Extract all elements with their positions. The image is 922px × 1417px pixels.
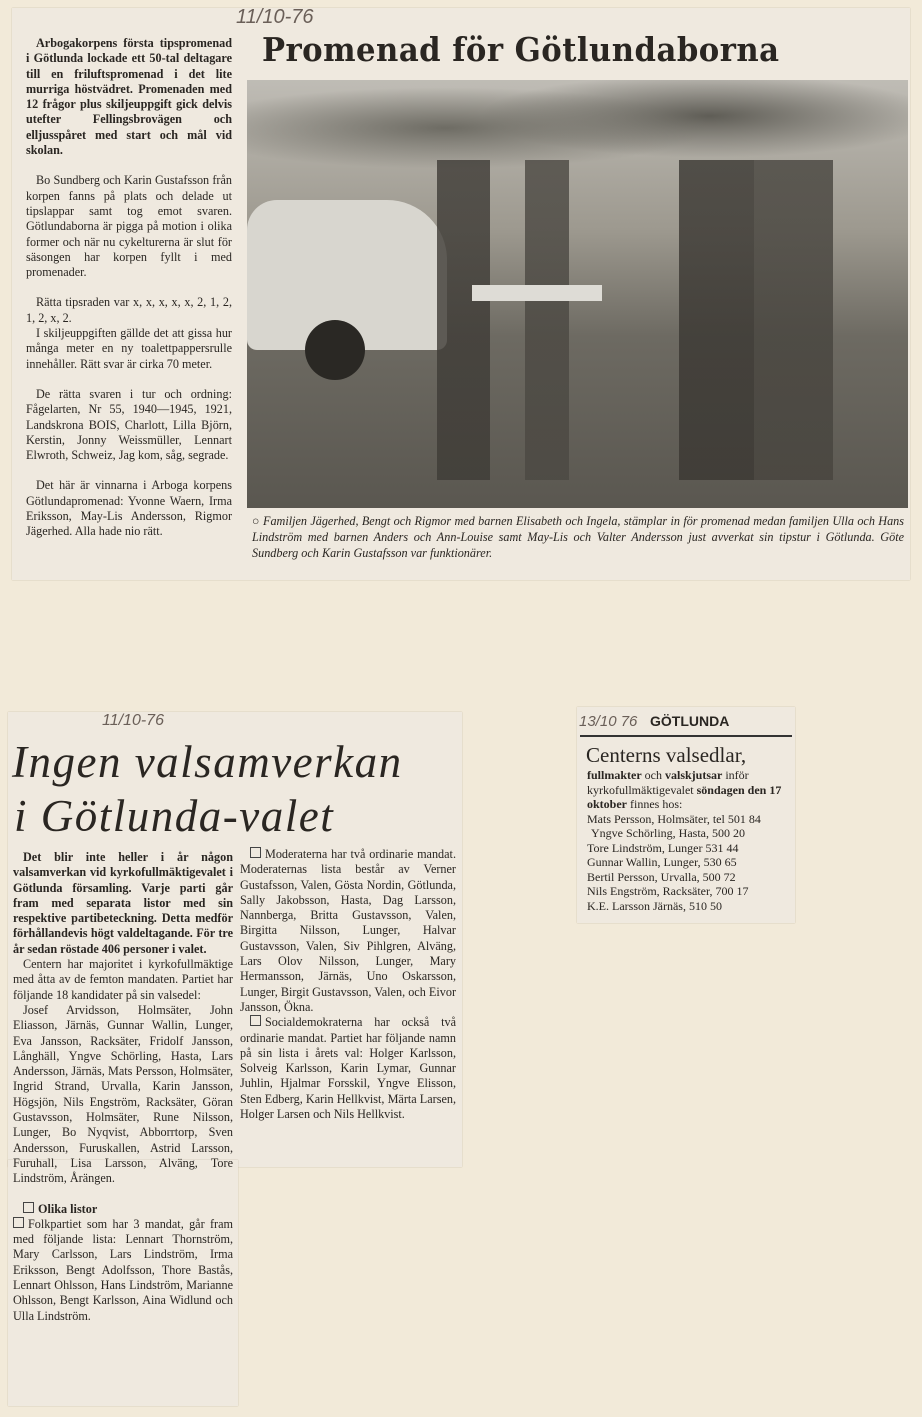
photo <box>247 80 908 508</box>
contact-item: Mats Persson, Holmsäter, tel 501 84 <box>587 811 761 826</box>
subhead <box>13 1202 233 1217</box>
paragraph: Bo Sundberg och Karin Gustafsson från korpen fanns på plats och delade ut tipslappar samt tog emot svaren. Götlundaborna är pigga på motion i olika former och när nu cykelturerna är slut för säsongen har korpen fyllt i med promenader. <box>26 173 232 280</box>
lead-paragraph: Arbogakorpens första tipspromenad i Götlunda lockade ett 50-tal deltagare till en friluftspromenad i det lite murriga höstvädret. Promenaden med 12 frågor plus skiljeuppgift gick delvis utefter Fellingsbrovägen och elljusspåret med start och mål vid skolan. <box>26 36 232 158</box>
folkpartiet-text: Folkpartiet som har 3 mandat, går fram med följande lista: Lennart Thornström, Mary Carlsson, Lars Lindström, Irma Eriksson, Bengt Adolfsson, Thore Bastås, Lennart Ohlsson, Hans Lindström, Marianne Ohlsson, Bengt Karlsson, Aina Widlund och Ulla Lindström. <box>13 1216 233 1323</box>
bold-text: söndagen den 17 oktober <box>587 782 782 811</box>
checkbox-bullet-icon <box>250 847 261 858</box>
moderaterna-text: Moderaterna har två ordinarie mandat. Moderaternas lista består av Verner Gustafsson, Valen, Gösta Nordin, Götlunda, Sally Jakobsson, Hasta, Dag Larsson, Nannberga, Britta Gustavsson, Valen, Birgitta Nilsson, Lunger, Halvar Gustavsson, Valen, Siv Pihlgren, Alväng, Lars Olov Nilsson, Lunger, Mary Hermansson, Järnäs, Uno Oskarsson, Lunger, Birgit Gustavsson, Valen, och Eivor Jansson, Ökna. <box>240 847 456 1014</box>
contact-item: Tore Lindström, Lunger 531 44 <box>587 840 739 855</box>
headline-line-1: Ingen valsamverkan <box>12 737 403 787</box>
socialdemokraterna-text: Socialdemokraterna har också två ordinarie mandat. Partiet har följande namn på sin lista i årets val: Holger Karlsson, Solveig Karlsson, Karin Lymar, Gunnar Juhlin, Hjalmar Forsskil, Yngve Elisson, Sten Edberg, Karin Hellkvist, Märta Larsen, Holger Larsen och Nils Hellkvist. <box>240 1015 456 1122</box>
checkbox-bullet-icon <box>13 1217 24 1228</box>
paragraph <box>240 847 456 1015</box>
paragraph: Centern har majoritet i kyrkofullmäktige med åtta av de femton mandaten. Partiet har följande 18 kandidater på sin valsedel: <box>13 957 233 1002</box>
checkbox-bullet-icon <box>23 1202 34 1213</box>
notice-headline: Centerns valsedlar, <box>586 743 747 767</box>
paragraph <box>13 1217 233 1324</box>
paragraph: I skiljeuppgiften gällde det att gissa hur många meter en ny toalettpappersrulle innehåller. Rätt svar är cirka 70 meter. <box>26 326 232 371</box>
handwritten-date: 11/10-76 <box>236 6 314 28</box>
photo-caption: ○ Familjen Jägerhed, Bengt och Rigmor med barnen Elisabeth och Ingela, stämplar in för promenad medan familjen Ulla och Hans Lindström med barnen Anders och Ann-Louise samt May-Lis och Valter Andersson just avverkat sin tipstur i Götlunda. Göte Sundberg och Karin Gustafsson var funktionärer. <box>252 514 904 561</box>
paragraph: De rätta svaren i tur och ordning: Fågelarten, Nr 55, 1940—1945, 1921, Landskrona BOIS, Charlott, Lilla Björn, Kerstin, Jonny Weissmüller, Lennart Elwroth, Schweiz, Jag kom, såg, segrade. <box>26 386 232 463</box>
section-label: GÖTLUNDA <box>650 713 730 729</box>
contact-item: Bertil Persson, Urvalla, 500 72 <box>587 869 736 884</box>
bold-text: valskjutsar <box>664 768 723 782</box>
contact-item: Nils Engström, Racksäter, 700 17 <box>587 884 749 898</box>
paragraph: Det här är vinnarna i Arboga korpens Götlundapromenad: Yvonne Waern, Irma Eriksson, May-Lis Andersson, Rigmor Jägerhed. Alla hade nio rätt. <box>26 478 232 539</box>
left-column <box>13 850 233 1324</box>
photo-table <box>472 285 602 301</box>
contact-item: K.E. Larsson Järnäs, 510 50 <box>587 898 722 913</box>
headline-line-2: i Götlunda-valet <box>14 791 335 841</box>
handwritten-date: 11/10-76 <box>102 712 164 729</box>
checkbox-bullet-icon <box>250 1015 261 1026</box>
lead-paragraph: Det blir inte heller i år någon valsamverkan vid kyrkofullmäktigevalet i Götlunda församling. Varje parti går fram med separata listor med sin respektive partibeteckning. Detta medför förhållandevis högt valdeltagande. För tre år sedan röstade 406 personer i valet. <box>13 850 233 956</box>
article-title: Promenad för Götlundaborna <box>262 30 780 69</box>
text: inför kyrkofullmäktigevalet <box>587 768 749 797</box>
notice-body <box>587 768 792 913</box>
handwritten-date: 13/10 76 <box>579 713 638 730</box>
paragraph: Rätta tipsraden var x, x, x, x, x, 2, 1, 2, 1, 2, x, 2. <box>26 295 232 325</box>
contact-item: Yngve Schörling, Hasta, 500 20 <box>591 826 745 840</box>
text: finnes hos: <box>627 797 683 811</box>
contact-item: Gunnar Wallin, Lunger, 530 65 <box>587 855 737 869</box>
right-column <box>240 847 456 1122</box>
text: och <box>641 768 665 782</box>
article-body <box>26 36 232 540</box>
photo-people <box>437 160 877 480</box>
subhead-text: Olika listor <box>38 1201 98 1216</box>
photo-car-wheel <box>305 320 365 380</box>
bold-text: fullmakter <box>587 768 642 782</box>
section-rule <box>580 735 792 737</box>
candidate-list: Josef Arvidsson, Holmsäter, John Eliasson, Järnäs, Gunnar Wallin, Lunger, Eva Jansson, Racksäter, Fridolf Jansson, Långhäll, Yngve Schörling, Hasta, Lars Andersson, Järnäs, Mats Persson, Holmsäter, Ingrid Strand, Urvalla, Karin Jansson, Högsjön, Nils Engström, Racksäter, Göran Gustavsson, Holmsäter, Rune Nilsson, Lunger, Bo Nyqvist, Abborrtorp, Sven Andersson, Furuskallen, Astrid Larsson, Furuhall, Lisa Larsson, Alväng, Tore Lindström, Årängen. <box>13 1002 233 1186</box>
paragraph <box>240 1015 456 1122</box>
